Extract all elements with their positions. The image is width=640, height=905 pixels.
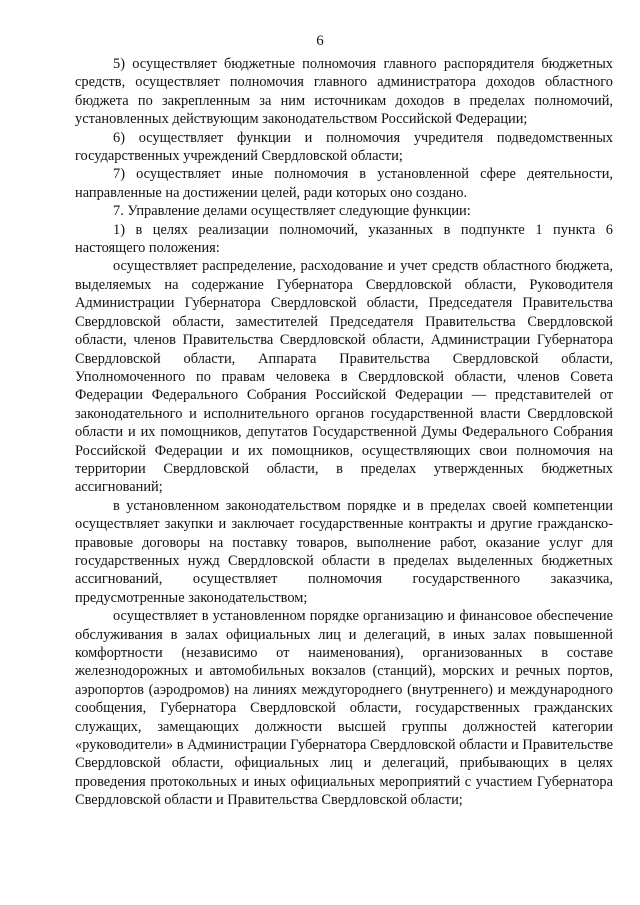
document-body — [75, 55, 613, 810]
paragraph-7-other-powers: 7) осуществляет иные полномочия в установленной сфере деятельности, направленные на достижении целей, ради которых оно создано. — [75, 166, 613, 201]
paragraph-procurement: в установленном законодательством порядке и в пределах своей компетенции осуществляет закупки и заключает государственные контракты и другие гражданско-правовые договоры на поставку товаров, выполнение работ, оказание услуг для государственных нужд Свердловской области в пределах выделенных бюджетных ассигнований, осуществляет полномочия государственного заказчика, предусмотренные законодательством; — [75, 497, 613, 606]
section-7-heading: 7. Управление делами осуществляет следующие функции: — [113, 203, 471, 220]
paragraph-budget-distribution: осуществляет распределение, расходование и учет средств областного бюджета, выделяемых на содержание Губернатора Свердловской области, Руководителя Администрации Губернатора Свердловской области, Председателя Правительства Свердловской области, заместителей Председателя Правительства Свердловской области, членов Правительства Свердловской области, Администрации Губернатора Свердловской области, Аппарата Правительства Свердловской области, Уполномоченного по правам человека в Свердловской области, членов Совета Федерации Федерального Собрания Российской Федерации — представителей от законодательного и исполнительного органов государственной власти Свердловской области и их помощников, депутатов Государственной Думы Федерального Собрания Российской Федерации и их помощников, осуществляющих свои полномочия на территории Свердловской области, в пределах утвержденных бюджетных ассигнований; — [75, 258, 613, 496]
paragraph-5-budget-powers: 5) осуществляет бюджетные полномочия главного распорядителя бюджетных средств, осуществляет полномочия главного администратора доходов областного бюджета по закрепленным за ним источникам доходов в пределах полномочий, установленных действующим законодательством Российской Федерации; — [75, 56, 613, 128]
paragraph-6-founder-functions: 6) осуществляет функции и полномочия учредителя подведомственных государственных учреждений Свердловской области; — [75, 129, 613, 165]
paragraph-1-implementation: 1) в целях реализации полномочий, указанных в подпункте 1 пункта 6 настоящего положения: — [75, 221, 613, 257]
paragraph-vip-halls: осуществляет в установленном порядке организацию и финансовое обеспечение обслуживания в залах официальных лиц и делегаций, в иных залах повышенной комфортности (независимо от наименования), организованных в составе железнодорожных и автомобильных вокзалов (станций), морских и речных портов, аэропортов (аэродромов) на линиях междугороднего (внутреннего) и международного сообщения, Губернатора Свердловской области, государственных гражданских служащих, замещающих должности высшей группы должностей категории «руководители» в Администрации Губернатора Свердловской области и Правительстве Свердловской области, официальных лиц и делегаций, прибывающих в целях проведения протокольных и иных официальных мероприятий с участием Губернатора Свердловской области и Правительства Свердловской области; — [75, 608, 613, 809]
page-number: 6 — [316, 33, 324, 49]
